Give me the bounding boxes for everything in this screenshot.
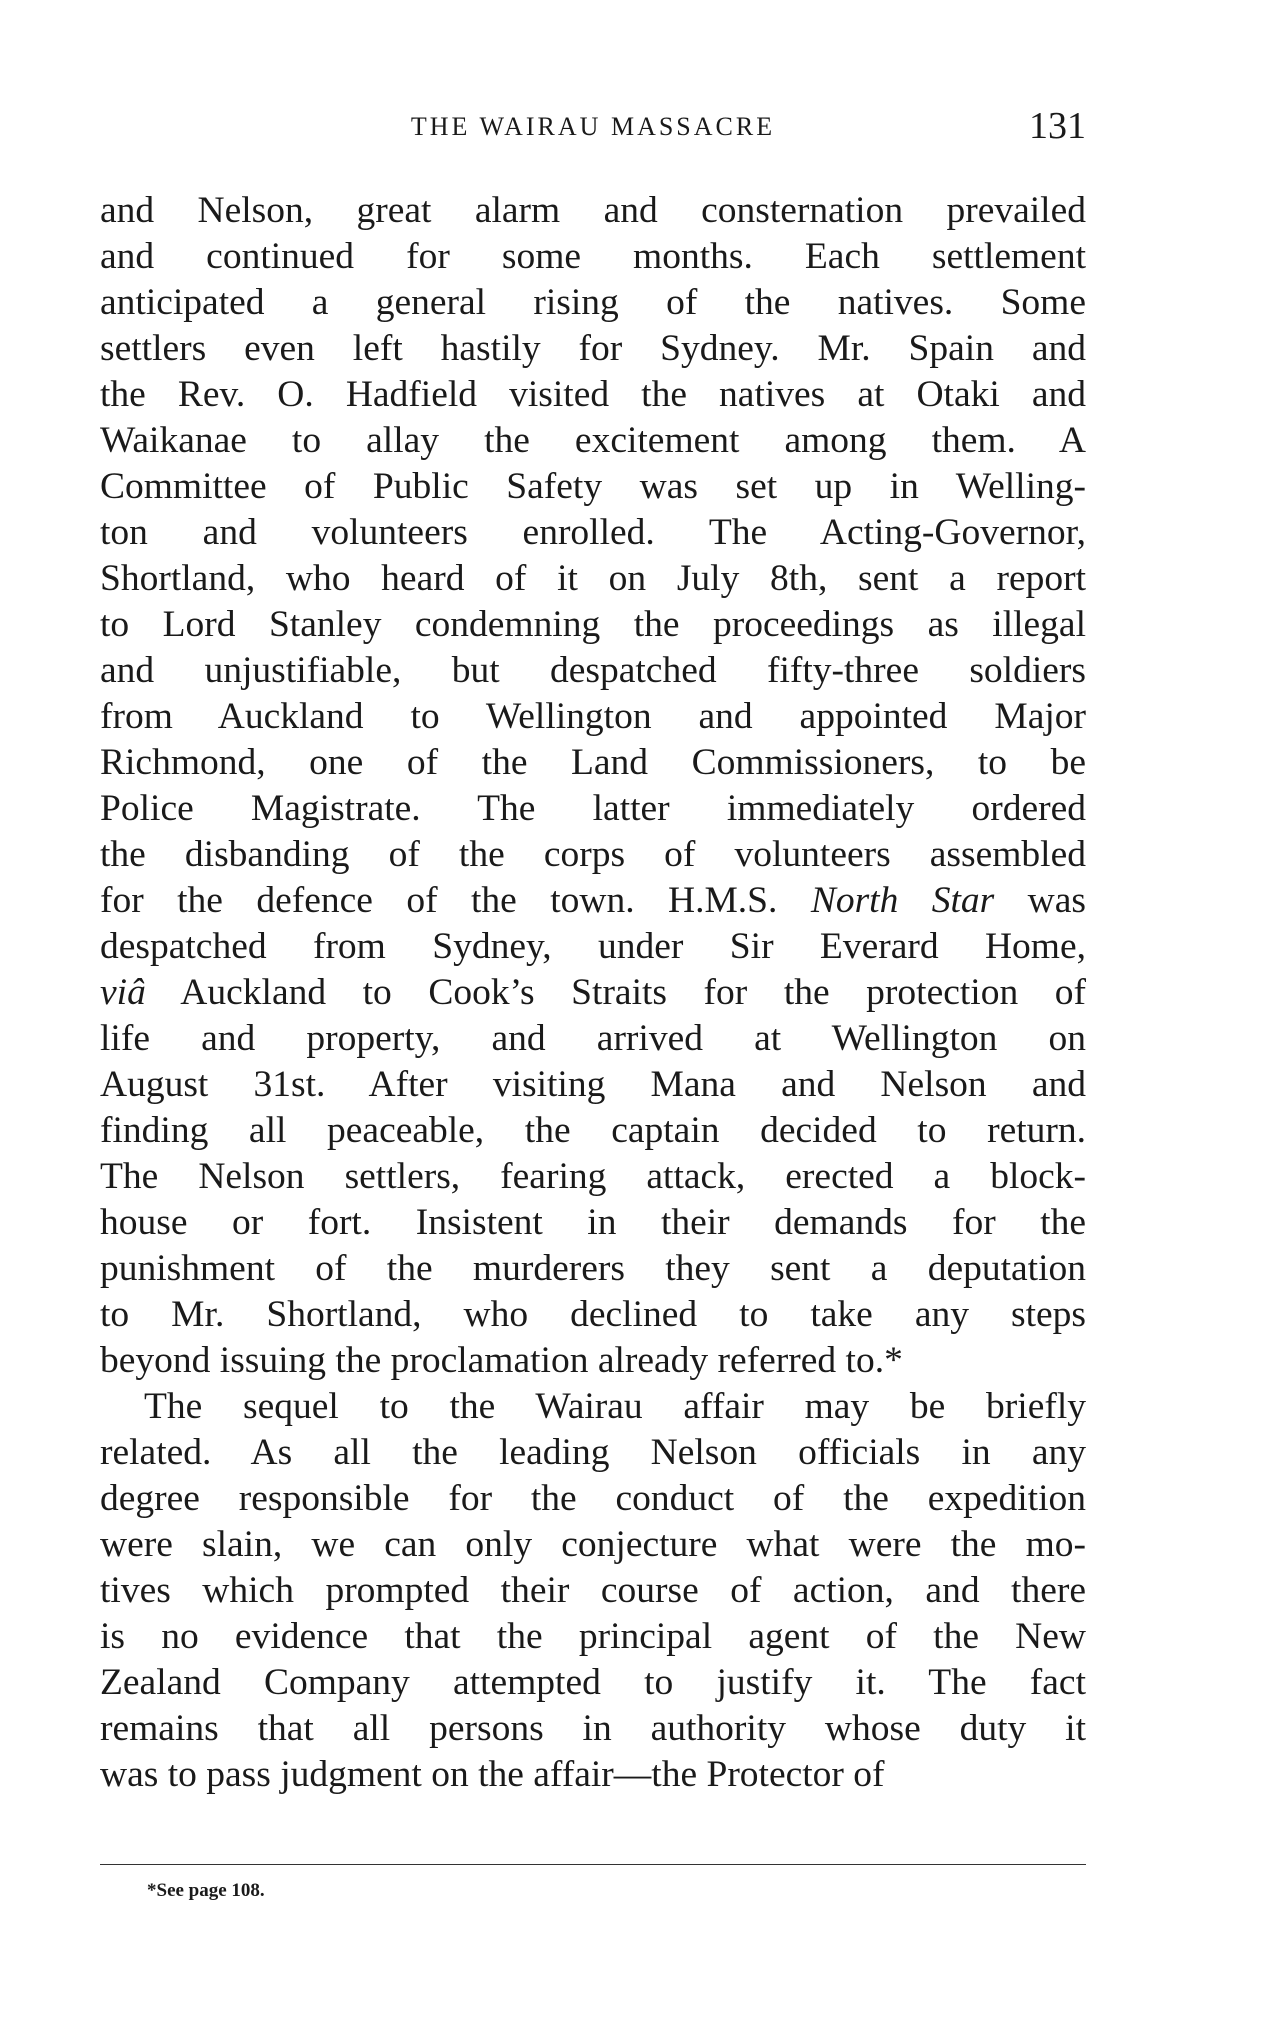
text-segment: beyond issuing the proclamation already referred to.* (100, 1340, 903, 1381)
text-line (100, 556, 1086, 602)
text-segment: house or fort. Insistent in their demands for the (100, 1202, 1086, 1243)
text-segment: The Nelson settlers, fearing attack, erected a block- (100, 1156, 1086, 1197)
text-segment: for the defence of the town. H.M.S. (100, 880, 811, 921)
paragraph (100, 1384, 1086, 1798)
text-line (100, 1246, 1086, 1292)
text-segment: from Auckland to Wellington and appointed Major (100, 696, 1086, 737)
text-line (100, 1200, 1086, 1246)
text-line (100, 694, 1086, 740)
text-line (100, 510, 1086, 556)
italic-text: North Star (810, 880, 995, 921)
text-segment: anticipated a general rising of the natives. Some (100, 282, 1086, 323)
text-line (100, 1614, 1086, 1660)
text-segment: Richmond, one of the Land Commissioners, to be (100, 742, 1086, 783)
text-segment: punishment of the murderers they sent a deputation (100, 1248, 1086, 1289)
text-line (100, 924, 1086, 970)
paragraph (100, 188, 1086, 1384)
text-segment: despatched from Sydney, under Sir Everard Home, (100, 926, 1086, 967)
text-segment: tives which prompted their course of action, and there (100, 1570, 1086, 1611)
text-segment: was (994, 880, 1086, 921)
text-line (100, 418, 1086, 464)
text-segment: and continued for some months. Each settlement (100, 236, 1086, 277)
text-line (100, 1154, 1086, 1200)
page-number: 131 (1029, 105, 1086, 147)
text-segment: Police Magistrate. The latter immediately ordered (100, 788, 1086, 829)
running-title: THE WAIRAU MASSACRE (410, 112, 776, 141)
text-line (100, 280, 1086, 326)
text-line (100, 1706, 1086, 1752)
text-segment: The sequel to the Wairau affair may be briefly (144, 1386, 1086, 1427)
text-line (100, 1430, 1086, 1476)
text-segment: life and property, and arrived at Wellington on (100, 1018, 1086, 1059)
text-line (100, 464, 1086, 510)
text-line (100, 1384, 1086, 1430)
running-head (100, 105, 1086, 148)
text-line (100, 970, 1086, 1016)
text-line (100, 740, 1086, 786)
text-segment: finding all peaceable, the captain decided to return. (100, 1110, 1086, 1151)
text-segment: Zealand Company attempted to justify it. The fact (100, 1662, 1086, 1703)
text-segment: and unjustifiable, but despatched fifty-three soldiers (100, 650, 1086, 691)
text-line (100, 648, 1086, 694)
text-segment: the disbanding of the corps of volunteers assembled (100, 834, 1086, 875)
text-line (100, 1016, 1086, 1062)
text-segment: settlers even left hastily for Sydney. Mr. Spain and (100, 328, 1086, 369)
text-segment: was to pass judgment on the affair—the Protector of (100, 1754, 885, 1795)
text-line (100, 326, 1086, 372)
text-segment: Committee of Public Safety was set up in Welling- (100, 466, 1086, 507)
text-segment: ton and volunteers enrolled. The Acting-Governor, (100, 512, 1086, 553)
text-line (100, 1522, 1086, 1568)
text-segment: related. As all the leading Nelson officials in any (100, 1432, 1086, 1473)
text-line (100, 188, 1086, 234)
text-segment: is no evidence that the principal agent of the New (100, 1616, 1086, 1657)
italic-text: viâ (100, 972, 146, 1013)
text-segment: to Mr. Shortland, who declined to take any steps (100, 1294, 1086, 1335)
text-line (100, 1062, 1086, 1108)
text-line (100, 1752, 1086, 1798)
footnote-rule (100, 1864, 1086, 1865)
footnote: *See page 108. (147, 1880, 265, 1901)
text-line (100, 1660, 1086, 1706)
text-line (100, 1338, 1086, 1384)
text-segment: Waikanae to allay the excitement among them. A (100, 420, 1086, 461)
text-segment: degree responsible for the conduct of the expedition (100, 1478, 1086, 1519)
text-line (100, 1568, 1086, 1614)
text-line (100, 786, 1086, 832)
text-line (100, 1292, 1086, 1338)
text-line (100, 832, 1086, 878)
text-line (100, 602, 1086, 648)
text-line (100, 372, 1086, 418)
text-line (100, 878, 1086, 924)
text-line (100, 1476, 1086, 1522)
text-line (100, 234, 1086, 280)
text-segment: remains that all persons in authority whose duty it (100, 1708, 1086, 1749)
text-segment: Auckland to Cook’s Straits for the protection of (145, 972, 1086, 1013)
body-text (100, 188, 1086, 1798)
text-segment: the Rev. O. Hadfield visited the natives at Otaki and (100, 374, 1086, 415)
text-line (100, 1108, 1086, 1154)
text-segment: Shortland, who heard of it on July 8th, sent a report (100, 558, 1086, 599)
text-segment: to Lord Stanley condemning the proceedings as illegal (100, 604, 1086, 645)
text-segment: were slain, we can only conjecture what were the mo- (100, 1524, 1086, 1565)
text-segment: August 31st. After visiting Mana and Nelson and (100, 1064, 1086, 1105)
text-segment: and Nelson, great alarm and consternation prevailed (100, 190, 1086, 231)
